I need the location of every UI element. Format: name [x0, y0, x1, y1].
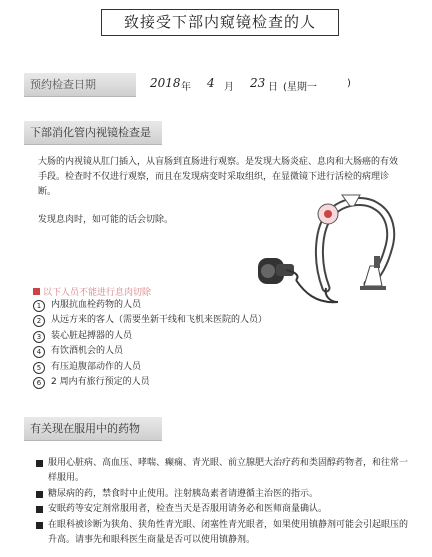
list-item: 5 有压迫腹部动作的人员 — [33, 360, 267, 375]
list-item: 糖尿病的药，禁食时中止使用。注射胰岛素者请遵循主治医的指示。 — [36, 487, 411, 502]
day-unit: 日 — [268, 82, 278, 93]
list-item: 4 有饮酒机会的人员 — [33, 344, 267, 359]
list-item: 在眼科被诊断为狭角、狭角性青光眼、闭塞性青光眼者，如果使用镇静剂可能会引起眼压的升高。请事先和眼科医生商量是否可以使用镇静剂。 — [36, 518, 411, 549]
bullet-square-icon — [36, 460, 43, 467]
list-item: 安眠药等安定剂常服用者，检查当天是否服用请务必和医师商量确认。 — [36, 502, 411, 517]
section-heading-intro: 下部消化管内视镜检查是 — [24, 121, 162, 145]
year-unit: 年 — [181, 82, 191, 93]
weekday-close: ) — [347, 78, 351, 89]
list-item: 3 装心脏起搏器的人员 — [33, 329, 267, 344]
appointment-day: 23 — [250, 76, 266, 90]
exclusion-heading — [33, 285, 151, 298]
appointment-year: 2018 — [150, 76, 181, 90]
section-heading-medication: 有关现在服用中的药物 — [24, 417, 162, 441]
list-item: 1 内服抗血栓药物的人员 — [33, 298, 267, 313]
appointment-month: 4 — [207, 76, 215, 90]
colonoscopy-illustration — [256, 192, 416, 310]
month-unit: 月 — [224, 82, 234, 93]
appointment-weekday: (星期一 — [283, 82, 317, 93]
intro-paragraph: 大肠的内视镜从肛门插入，从盲肠到直肠进行观察。是发现大肠炎症、息肉和大肠癌的有效手段。检查时不仅进行观察，而且在发现病变时采取组织，在显微镜下进行活检的病理诊断。 — [38, 157, 399, 197]
list-item: 2 从远方来的客人（需要坐新干线和飞机来医院的人员） — [33, 313, 267, 328]
exclusion-heading-text: 以下人员不能进行息肉切除 — [43, 288, 152, 298]
polyp-note: 发现息肉时，如可能的话会切除。 — [38, 215, 174, 225]
bullet-square-icon — [36, 491, 43, 498]
bullet-square-icon — [36, 522, 43, 529]
list-item: 6 2 周内有旅行预定的人员 — [33, 375, 267, 390]
list-item: 服用心脏病、高血压、哮喘、癫痫、青光眼、前立腺肥大治疗药和类固醇药物者，和往常一样服用。 — [36, 456, 411, 487]
bullet-square-icon — [36, 506, 43, 513]
page-title: 致接受下部内窥镜检查的人 — [101, 9, 339, 36]
exclusion-list — [33, 298, 267, 390]
warning-square-icon — [33, 288, 40, 295]
appointment-date-label: 预约检查日期 — [24, 73, 136, 97]
medication-list — [36, 456, 411, 548]
